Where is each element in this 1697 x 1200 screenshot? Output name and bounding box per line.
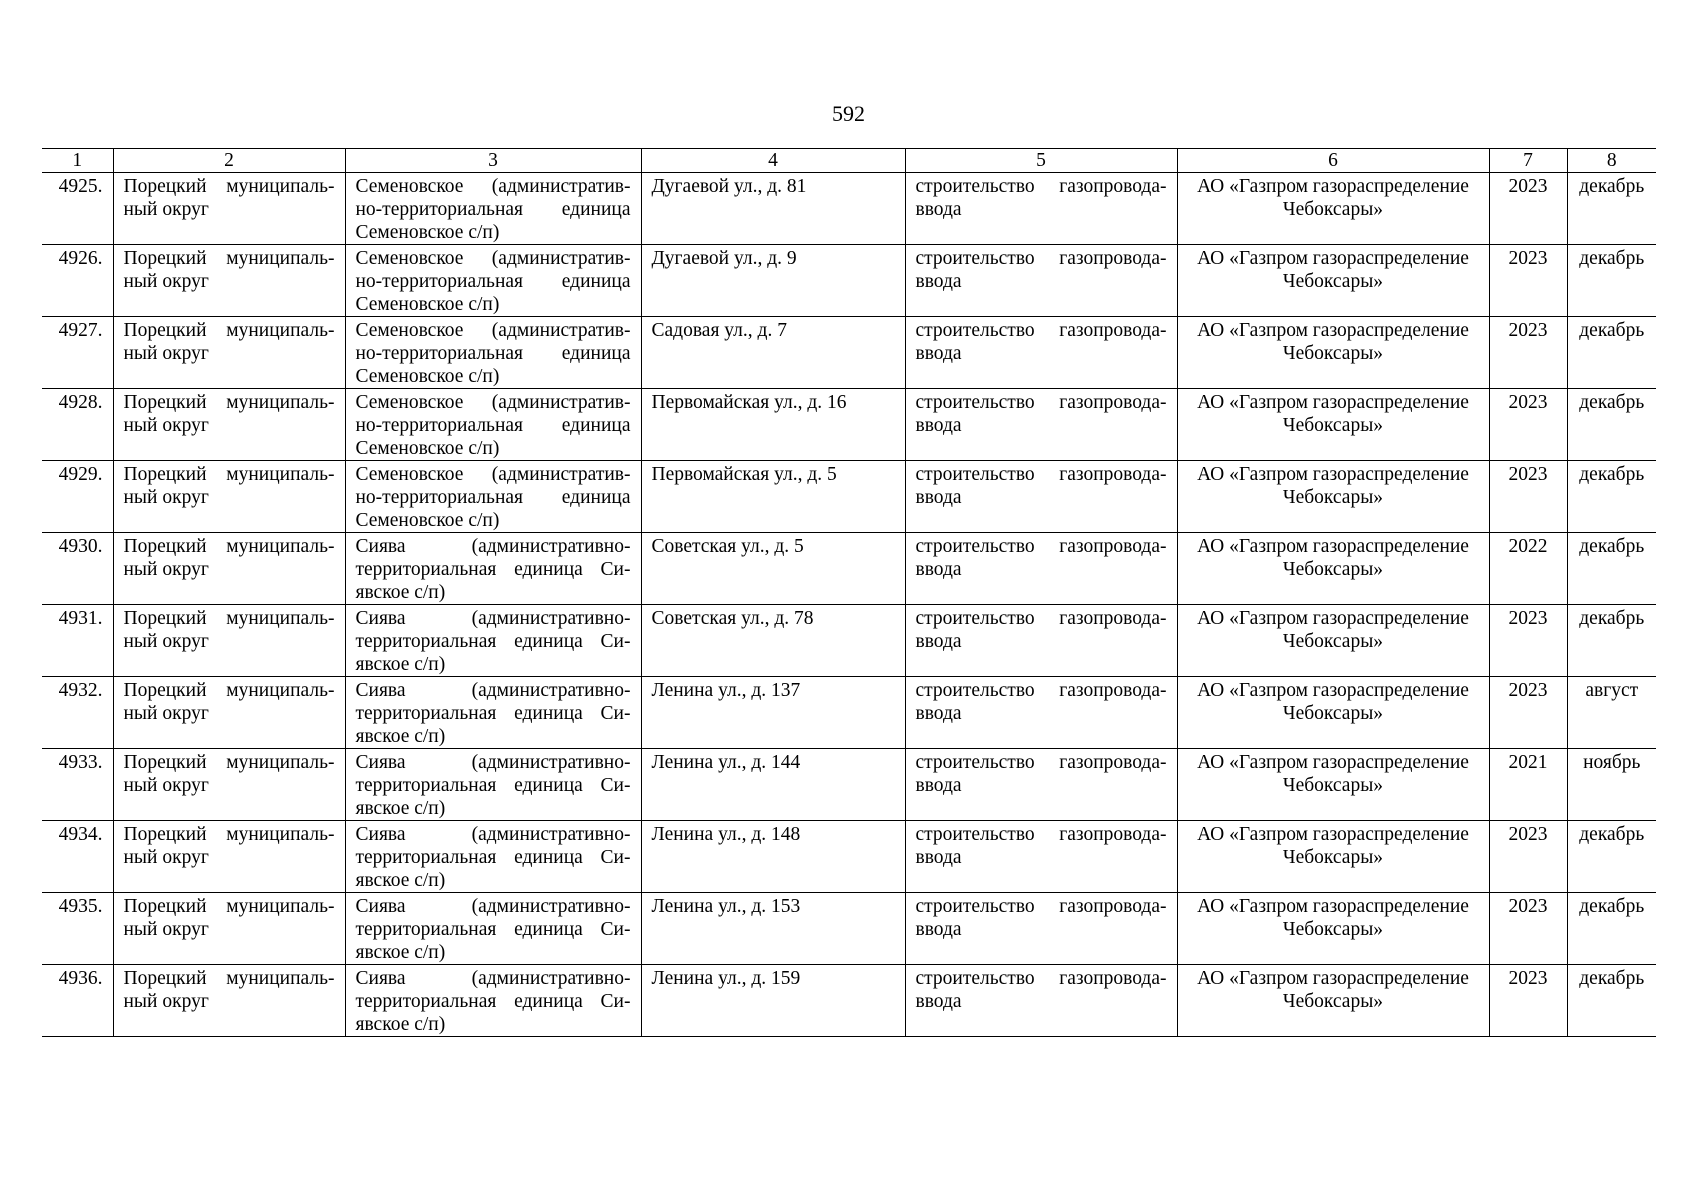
- organization-cell: АО «Газпром газораспределение Чебоксары»: [1177, 461, 1489, 533]
- organization-cell: АО «Газпром газораспределение Чебоксары»: [1177, 749, 1489, 821]
- settlement-cell: Сиява (административно-территориальная единица Си-явское с/п): [345, 749, 641, 821]
- table-row: [42, 605, 1656, 677]
- work-type-cell: строительство газопровода-ввода: [905, 749, 1177, 821]
- table-row: [42, 749, 1656, 821]
- organization-cell: АО «Газпром газораспределение Чебоксары»: [1177, 965, 1489, 1037]
- settlement-cell: Семеновское (административ-но-территориальная единица Семеновское с/п): [345, 173, 641, 245]
- column-header: 4: [641, 149, 905, 173]
- column-header: 8: [1567, 149, 1656, 173]
- organization-cell: АО «Газпром газораспределение Чебоксары»: [1177, 389, 1489, 461]
- table-row: [42, 317, 1656, 389]
- organization-cell: АО «Газпром газораспределение Чебоксары»: [1177, 677, 1489, 749]
- row-number: 4928.: [42, 389, 113, 461]
- year-cell: 2023: [1489, 317, 1567, 389]
- settlement-cell: Сиява (административно-территориальная единица Си-явское с/п): [345, 893, 641, 965]
- row-number: 4931.: [42, 605, 113, 677]
- address-cell: Ленина ул., д. 137: [641, 677, 905, 749]
- district-cell: Порецкий муниципаль-ный округ: [113, 749, 345, 821]
- month-cell: август: [1567, 677, 1656, 749]
- column-number-row: [42, 149, 1656, 173]
- district-cell: Порецкий муниципаль-ный округ: [113, 461, 345, 533]
- table-row: [42, 173, 1656, 245]
- address-cell: Ленина ул., д. 153: [641, 893, 905, 965]
- work-type-cell: строительство газопровода-ввода: [905, 965, 1177, 1037]
- row-number: 4936.: [42, 965, 113, 1037]
- table-row: [42, 677, 1656, 749]
- address-cell: Первомайская ул., д. 16: [641, 389, 905, 461]
- year-cell: 2021: [1489, 749, 1567, 821]
- organization-cell: АО «Газпром газораспределение Чебоксары»: [1177, 173, 1489, 245]
- year-cell: 2022: [1489, 533, 1567, 605]
- work-type-cell: строительство газопровода-ввода: [905, 605, 1177, 677]
- month-cell: декабрь: [1567, 821, 1656, 893]
- organization-cell: АО «Газпром газораспределение Чебоксары»: [1177, 821, 1489, 893]
- address-cell: Дугаевой ул., д. 81: [641, 173, 905, 245]
- settlement-cell: Семеновское (административ-но-территориальная единица Семеновское с/п): [345, 317, 641, 389]
- address-cell: Ленина ул., д. 144: [641, 749, 905, 821]
- organization-cell: АО «Газпром газораспределение Чебоксары»: [1177, 533, 1489, 605]
- year-cell: 2023: [1489, 173, 1567, 245]
- work-type-cell: строительство газопровода-ввода: [905, 893, 1177, 965]
- month-cell: декабрь: [1567, 533, 1656, 605]
- table-row: [42, 821, 1656, 893]
- district-cell: Порецкий муниципаль-ный округ: [113, 173, 345, 245]
- address-cell: Ленина ул., д. 148: [641, 821, 905, 893]
- address-cell: Дугаевой ул., д. 9: [641, 245, 905, 317]
- year-cell: 2023: [1489, 893, 1567, 965]
- month-cell: декабрь: [1567, 317, 1656, 389]
- table-row: [42, 965, 1656, 1037]
- settlement-cell: Сиява (административно-территориальная единица Си-явское с/п): [345, 605, 641, 677]
- settlement-cell: Семеновское (административ-но-территориальная единица Семеновское с/п): [345, 245, 641, 317]
- work-type-cell: строительство газопровода-ввода: [905, 533, 1177, 605]
- work-type-cell: строительство газопровода-ввода: [905, 389, 1177, 461]
- page-number: 592: [832, 101, 865, 126]
- settlement-cell: Сиява (административно-территориальная единица Си-явское с/п): [345, 677, 641, 749]
- row-number: 4935.: [42, 893, 113, 965]
- work-type-cell: строительство газопровода-ввода: [905, 677, 1177, 749]
- year-cell: 2023: [1489, 821, 1567, 893]
- year-cell: 2023: [1489, 389, 1567, 461]
- month-cell: декабрь: [1567, 965, 1656, 1037]
- month-cell: ноябрь: [1567, 749, 1656, 821]
- column-header: 7: [1489, 149, 1567, 173]
- work-type-cell: строительство газопровода-ввода: [905, 173, 1177, 245]
- month-cell: декабрь: [1567, 605, 1656, 677]
- district-cell: Порецкий муниципаль-ный округ: [113, 245, 345, 317]
- month-cell: декабрь: [1567, 389, 1656, 461]
- district-cell: Порецкий муниципаль-ный округ: [113, 317, 345, 389]
- settlement-cell: Семеновское (административ-но-территориальная единица Семеновское с/п): [345, 389, 641, 461]
- address-cell: Ленина ул., д. 159: [641, 965, 905, 1037]
- year-cell: 2023: [1489, 461, 1567, 533]
- table-row: [42, 533, 1656, 605]
- row-number: 4930.: [42, 533, 113, 605]
- row-number: 4934.: [42, 821, 113, 893]
- column-header: 1: [42, 149, 113, 173]
- table-row: [42, 461, 1656, 533]
- address-cell: Советская ул., д. 78: [641, 605, 905, 677]
- row-number: 4925.: [42, 173, 113, 245]
- gas-pipeline-table: [42, 148, 1656, 1037]
- row-number: 4926.: [42, 245, 113, 317]
- district-cell: Порецкий муниципаль-ный округ: [113, 893, 345, 965]
- table-header: [42, 149, 1656, 173]
- year-cell: 2023: [1489, 245, 1567, 317]
- year-cell: 2023: [1489, 677, 1567, 749]
- table-row: [42, 389, 1656, 461]
- column-header: 5: [905, 149, 1177, 173]
- year-cell: 2023: [1489, 965, 1567, 1037]
- district-cell: Порецкий муниципаль-ный округ: [113, 533, 345, 605]
- row-number: 4927.: [42, 317, 113, 389]
- organization-cell: АО «Газпром газораспределение Чебоксары»: [1177, 605, 1489, 677]
- settlement-cell: Семеновское (административ-но-территориальная единица Семеновское с/п): [345, 461, 641, 533]
- month-cell: декабрь: [1567, 173, 1656, 245]
- row-number: 4929.: [42, 461, 113, 533]
- year-cell: 2023: [1489, 605, 1567, 677]
- work-type-cell: строительство газопровода-ввода: [905, 245, 1177, 317]
- organization-cell: АО «Газпром газораспределение Чебоксары»: [1177, 245, 1489, 317]
- address-cell: Садовая ул., д. 7: [641, 317, 905, 389]
- address-cell: Советская ул., д. 5: [641, 533, 905, 605]
- district-cell: Порецкий муниципаль-ный округ: [113, 821, 345, 893]
- work-type-cell: строительство газопровода-ввода: [905, 317, 1177, 389]
- settlement-cell: Сиява (административно-территориальная единица Си-явское с/п): [345, 821, 641, 893]
- table-row: [42, 245, 1656, 317]
- work-type-cell: строительство газопровода-ввода: [905, 461, 1177, 533]
- column-header: 2: [113, 149, 345, 173]
- month-cell: декабрь: [1567, 245, 1656, 317]
- district-cell: Порецкий муниципаль-ный округ: [113, 965, 345, 1037]
- address-cell: Первомайская ул., д. 5: [641, 461, 905, 533]
- district-cell: Порецкий муниципаль-ный округ: [113, 605, 345, 677]
- month-cell: декабрь: [1567, 893, 1656, 965]
- table-row: [42, 893, 1656, 965]
- organization-cell: АО «Газпром газораспределение Чебоксары»: [1177, 893, 1489, 965]
- column-header: 6: [1177, 149, 1489, 173]
- table-body: [42, 173, 1656, 1037]
- work-type-cell: строительство газопровода-ввода: [905, 821, 1177, 893]
- organization-cell: АО «Газпром газораспределение Чебоксары»: [1177, 317, 1489, 389]
- row-number: 4933.: [42, 749, 113, 821]
- column-header: 3: [345, 149, 641, 173]
- settlement-cell: Сиява (административно-территориальная единица Си-явское с/п): [345, 965, 641, 1037]
- month-cell: декабрь: [1567, 461, 1656, 533]
- district-cell: Порецкий муниципаль-ный округ: [113, 389, 345, 461]
- settlement-cell: Сиява (административно-территориальная единица Си-явское с/п): [345, 533, 641, 605]
- district-cell: Порецкий муниципаль-ный округ: [113, 677, 345, 749]
- row-number: 4932.: [42, 677, 113, 749]
